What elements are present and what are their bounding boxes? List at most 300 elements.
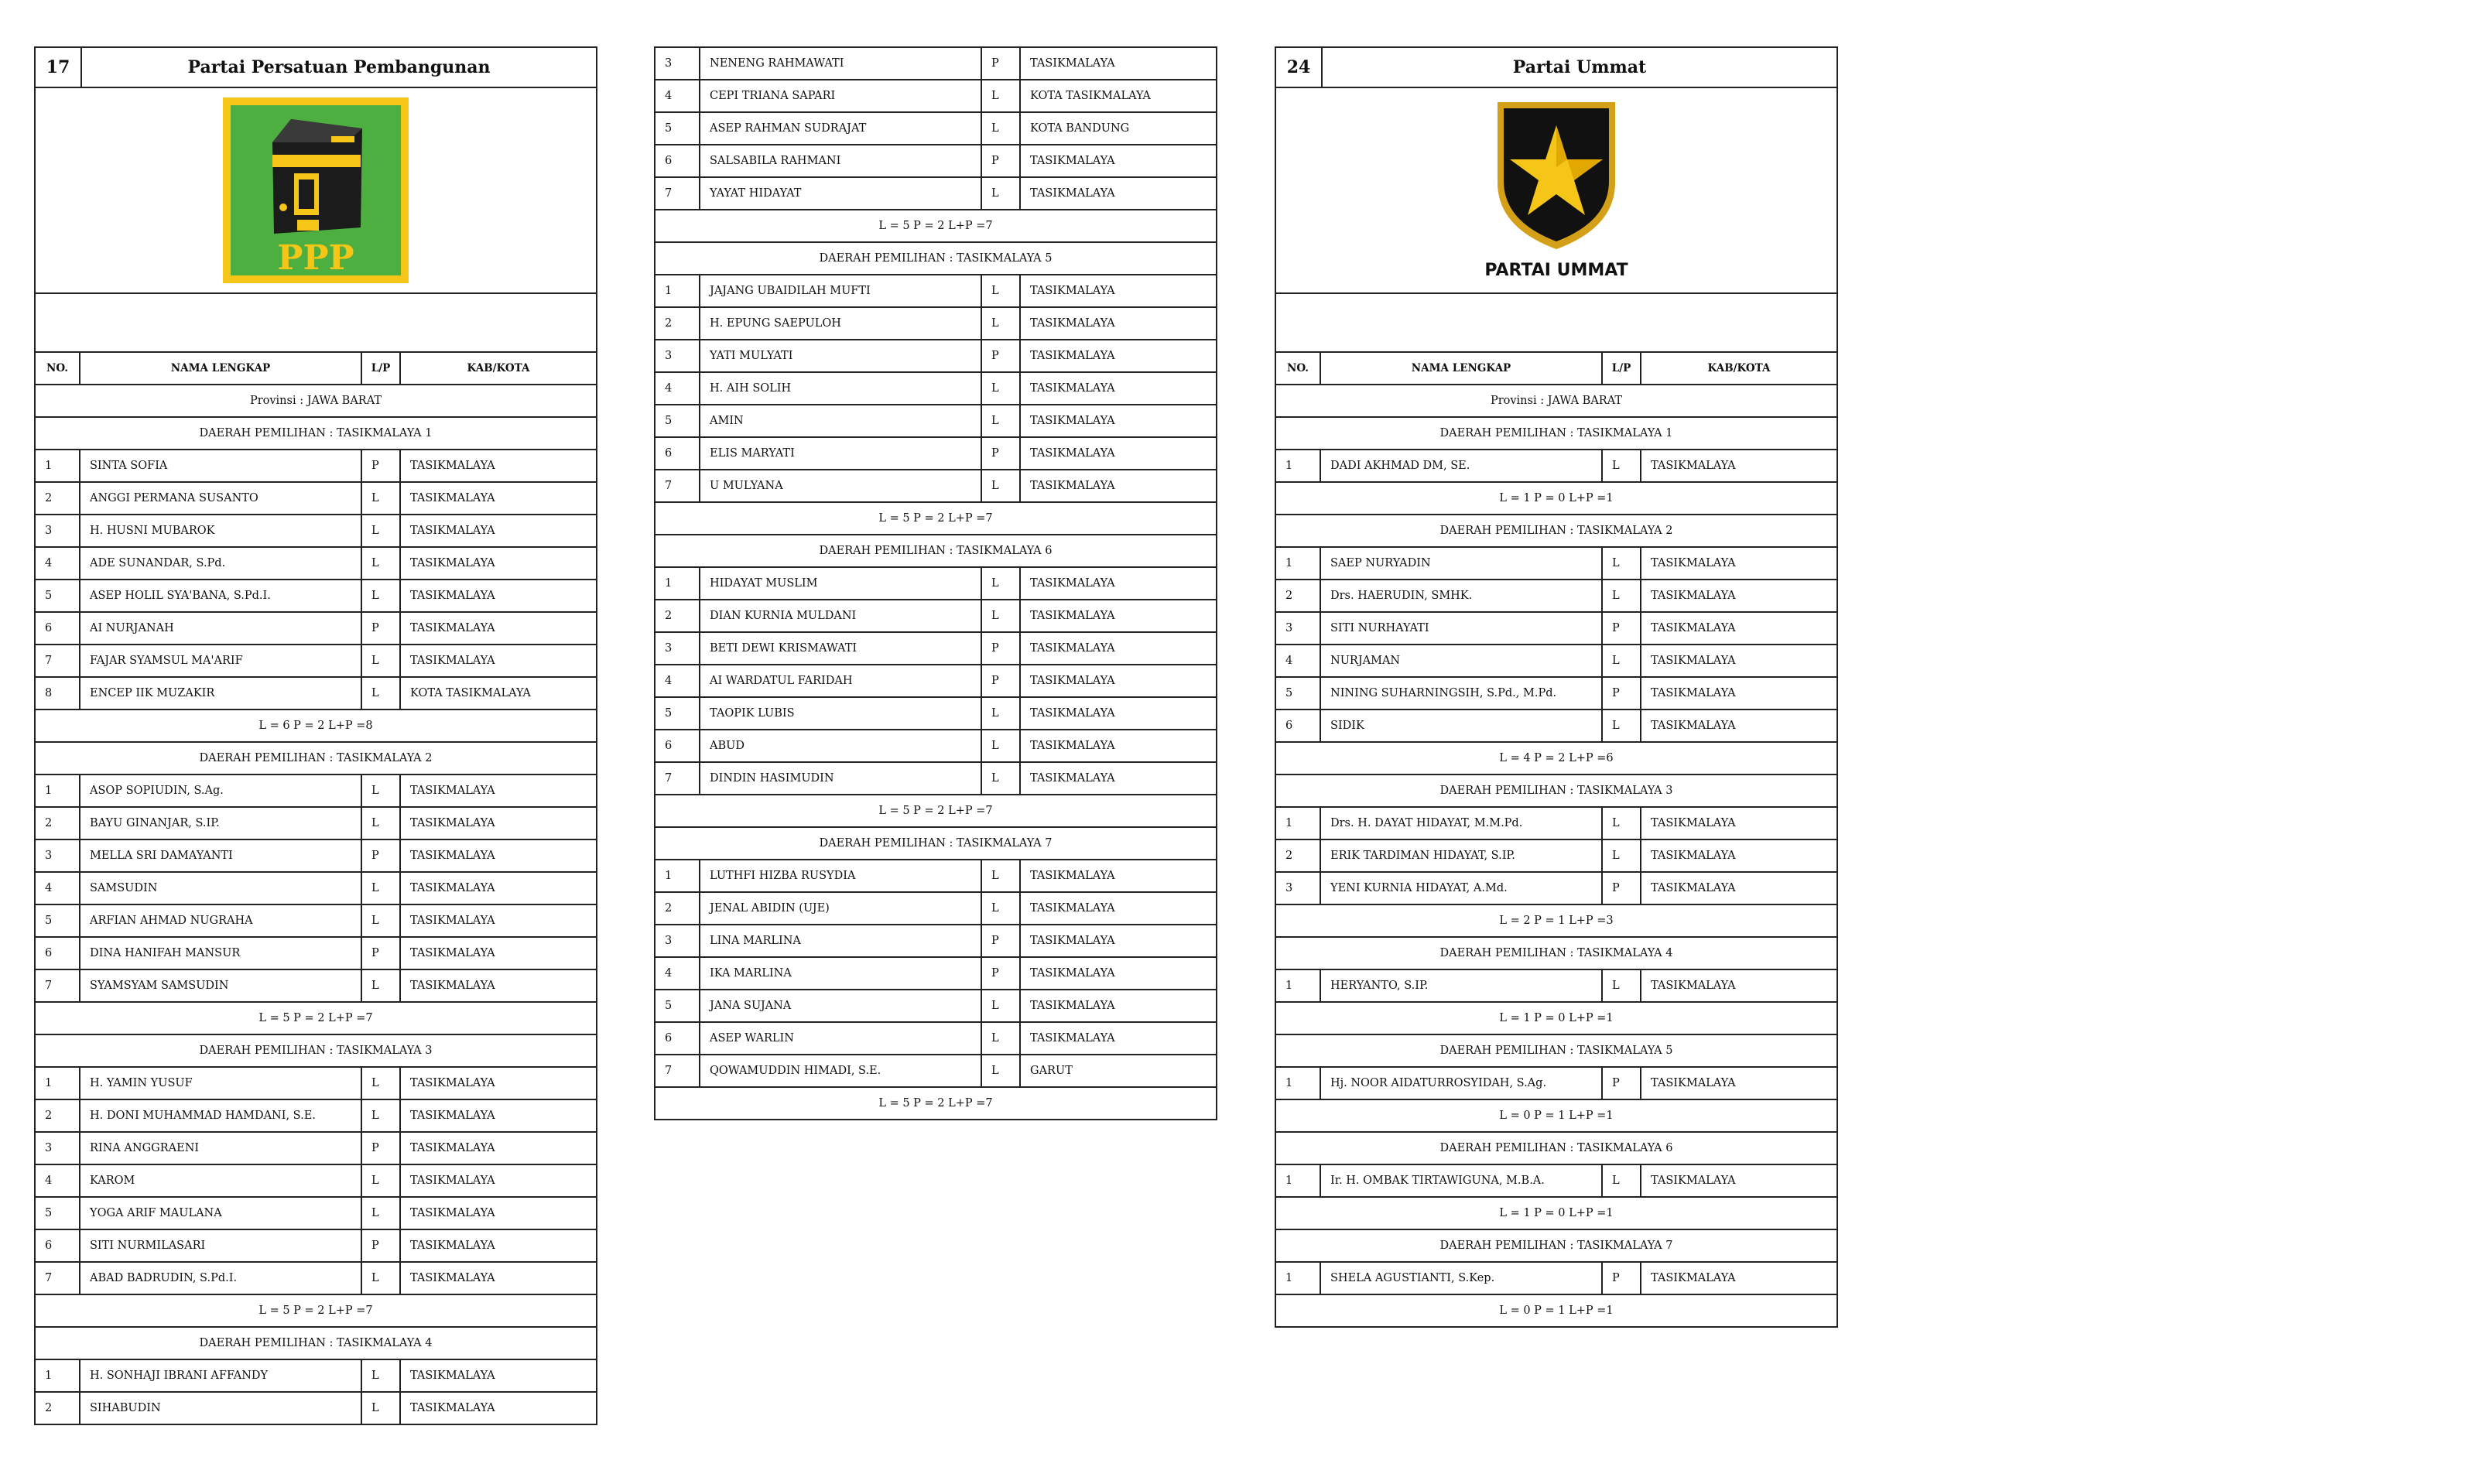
- candidate-number: 2: [1276, 580, 1321, 611]
- gender-summary-row: [1276, 1295, 1836, 1326]
- candidate-regency: TASIKMALAYA: [410, 655, 495, 667]
- candidate-row: [1276, 970, 1836, 1003]
- candidate-row: [656, 113, 1216, 145]
- electoral-district-row: [656, 828, 1216, 860]
- candidate-regency: TASIKMALAYA: [410, 882, 495, 894]
- candidate-name: YATI MULYATI: [700, 340, 982, 371]
- candidate-name: BETI DEWI KRISMAWATI: [700, 633, 982, 664]
- candidate-name: JANA SUJANA: [700, 990, 982, 1021]
- province-row: [36, 385, 596, 418]
- candidate-gender: L: [982, 860, 1021, 891]
- candidate-row: [36, 483, 596, 515]
- candidate-row: [1276, 580, 1836, 613]
- candidate-gender: P: [362, 1230, 401, 1261]
- candidate-row: [1276, 1165, 1836, 1198]
- candidate-name: ERIK TARDIMAN HIDAYAT, S.IP.: [1321, 840, 1603, 871]
- candidate-regency: TASIKMALAYA: [1030, 285, 1115, 297]
- ummat-star-shield-logo-icon: [1463, 97, 1649, 283]
- candidate-regency: TASIKMALAYA: [410, 980, 495, 992]
- candidate-regency: TASIKMALAYA: [1030, 967, 1115, 980]
- row-text: L = 5 P = 2 L+P =7: [258, 1304, 373, 1317]
- candidate-regency: KOTA TASIKMALAYA: [1030, 90, 1151, 102]
- candidate-gender: L: [982, 568, 1021, 599]
- gender-summary-row: [1276, 1100, 1836, 1133]
- candidate-row: [36, 1393, 596, 1424]
- party-logo: [36, 88, 596, 294]
- candidate-number: 1: [1276, 548, 1321, 579]
- candidate-gender: P: [1603, 678, 1641, 709]
- party-header: [36, 48, 596, 88]
- candidate-regency: TASIKMALAYA: [410, 492, 495, 504]
- party-number: 17: [36, 48, 82, 87]
- row-text: Provinsi : JAWA BARAT: [1490, 395, 1623, 407]
- col-header-lp: L/P: [362, 353, 401, 384]
- candidate-regency: TASIKMALAYA: [410, 1077, 495, 1089]
- candidate-gender: P: [1603, 873, 1641, 904]
- candidate-name: H. EPUNG SAEPULOH: [700, 308, 982, 339]
- candidate-gender: L: [982, 990, 1021, 1021]
- candidate-number: 1: [656, 568, 700, 599]
- candidate-regency: KOTA TASIKMALAYA: [410, 687, 531, 699]
- candidate-name: ENCEP IIK MUZAKIR: [80, 678, 362, 709]
- candidate-gender: L: [362, 1360, 401, 1391]
- candidate-number: 6: [36, 613, 80, 644]
- row-text: DAERAH PEMILIHAN : TASIKMALAYA 6: [819, 545, 1053, 557]
- candidate-regency: TASIKMALAYA: [1030, 447, 1115, 460]
- candidate-gender: L: [362, 515, 401, 546]
- candidate-name: HIDAYAT MUSLIM: [700, 568, 982, 599]
- candidate-gender: L: [982, 763, 1021, 794]
- col-header-no: NO.: [1276, 353, 1321, 384]
- candidate-number: 5: [656, 405, 700, 436]
- electoral-district-row: [1276, 418, 1836, 450]
- candidate-row: [656, 860, 1216, 893]
- row-text: L = 4 P = 2 L+P =6: [1499, 752, 1614, 764]
- col-header-name: NAMA LENGKAP: [80, 353, 362, 384]
- candidate-number: 1: [1276, 450, 1321, 481]
- candidate-number: 3: [1276, 613, 1321, 644]
- candidate-gender: P: [982, 665, 1021, 696]
- candidate-gender: P: [362, 450, 401, 481]
- col-header-name: NAMA LENGKAP: [1321, 353, 1603, 384]
- candidate-regency: TASIKMALAYA: [1030, 935, 1115, 947]
- candidate-row: [656, 405, 1216, 438]
- electoral-district-row: [1276, 938, 1836, 970]
- candidate-row: [36, 775, 596, 808]
- candidate-name: Hj. NOOR AIDATURROSYIDAH, S.Ag.: [1321, 1068, 1603, 1099]
- gender-summary-row: [1276, 743, 1836, 775]
- electoral-district-row: [36, 418, 596, 450]
- candidate-row: [1276, 1263, 1836, 1295]
- electoral-district-row: [656, 243, 1216, 275]
- candidate-name: DINDIN HASIMUDIN: [700, 763, 982, 794]
- candidate-regency: TASIKMALAYA: [1651, 622, 1736, 634]
- candidate-row: [36, 1230, 596, 1263]
- candidate-number: 7: [656, 470, 700, 501]
- electoral-district-row: [1276, 775, 1836, 808]
- ummat-logo-text: PARTAI UMMAT: [1484, 261, 1628, 280]
- row-text: DAERAH PEMILIHAN : TASIKMALAYA 5: [1439, 1045, 1673, 1057]
- candidate-name: H. YAMIN YUSUF: [80, 1068, 362, 1099]
- candidate-row: [36, 580, 596, 613]
- candidate-number: 7: [36, 970, 80, 1001]
- candidate-regency: TASIKMALAYA: [410, 1240, 495, 1252]
- candidate-number: 2: [1276, 840, 1321, 871]
- candidate-name: HERYANTO, S.IP.: [1321, 970, 1603, 1001]
- candidate-gender: L: [982, 113, 1021, 144]
- candidate-name: SAMSUDIN: [80, 873, 362, 904]
- candidate-name: ABUD: [700, 730, 982, 761]
- gender-summary-row: [656, 795, 1216, 828]
- candidate-row: [36, 1263, 596, 1295]
- candidate-regency: TASIKMALAYA: [410, 1175, 495, 1187]
- candidate-row: [656, 893, 1216, 925]
- electoral-district-row: [1276, 1133, 1836, 1165]
- candidate-name: SIHABUDIN: [80, 1393, 362, 1424]
- candidate-gender: L: [362, 905, 401, 936]
- row-text: Provinsi : JAWA BARAT: [249, 395, 382, 407]
- candidate-gender: P: [982, 340, 1021, 371]
- candidate-name: LUTHFI HIZBA RUSYDIA: [700, 860, 982, 891]
- candidate-number: 3: [656, 340, 700, 371]
- candidate-row: [656, 698, 1216, 730]
- candidate-row: [36, 1100, 596, 1133]
- candidate-gender: L: [982, 308, 1021, 339]
- candidate-gender: L: [982, 730, 1021, 761]
- candidate-gender: L: [362, 873, 401, 904]
- candidate-gender: L: [1603, 645, 1641, 676]
- candidate-name: AMIN: [700, 405, 982, 436]
- candidate-regency: TASIKMALAYA: [1030, 57, 1115, 70]
- candidate-row: [36, 515, 596, 548]
- row-text: L = 1 P = 0 L+P =1: [1499, 1207, 1614, 1219]
- candidate-number: 2: [36, 808, 80, 839]
- electoral-district-row: [36, 1035, 596, 1068]
- candidate-row: [1276, 548, 1836, 580]
- row-text: DAERAH PEMILIHAN : TASIKMALAYA 7: [1439, 1240, 1673, 1252]
- candidate-number: 6: [656, 1023, 700, 1054]
- candidate-name: H. SONHAJI IBRANI AFFANDY: [80, 1360, 362, 1391]
- gender-summary-row: [656, 503, 1216, 535]
- candidate-gender: L: [362, 775, 401, 806]
- col-header-lp: L/P: [1603, 353, 1641, 384]
- candidate-row: [656, 470, 1216, 503]
- candidate-gender: L: [362, 483, 401, 514]
- candidate-gender: L: [1603, 548, 1641, 579]
- candidate-number: 2: [36, 483, 80, 514]
- candidate-gender: L: [982, 1055, 1021, 1086]
- candidate-row: [36, 1133, 596, 1165]
- candidate-number: 3: [656, 633, 700, 664]
- row-text: L = 5 P = 2 L+P =7: [258, 1012, 373, 1024]
- candidate-number: 5: [1276, 678, 1321, 709]
- candidate-row: [656, 1055, 1216, 1088]
- candidate-gender: L: [982, 470, 1021, 501]
- candidate-regency: KOTA BANDUNG: [1030, 122, 1130, 135]
- candidate-number: 5: [656, 698, 700, 729]
- candidate-gender: L: [1603, 710, 1641, 741]
- candidate-regency: TASIKMALAYA: [1030, 610, 1115, 622]
- candidate-row: [656, 763, 1216, 795]
- candidate-number: 1: [1276, 1068, 1321, 1099]
- candidate-regency: TASIKMALAYA: [1030, 415, 1115, 427]
- candidate-regency: TASIKMALAYA: [1651, 557, 1736, 569]
- row-text: L = 5 P = 2 L+P =7: [878, 220, 993, 232]
- candidate-regency: TASIKMALAYA: [410, 525, 495, 537]
- candidate-row: [1276, 613, 1836, 645]
- electoral-district-row: [656, 535, 1216, 568]
- candidate-row: [36, 938, 596, 970]
- electoral-district-row: [36, 743, 596, 775]
- candidate-row: [656, 80, 1216, 113]
- candidate-row: [36, 1198, 596, 1230]
- candidate-row: [36, 613, 596, 645]
- candidate-regency: TASIKMALAYA: [410, 947, 495, 959]
- candidate-regency: TASIKMALAYA: [1651, 655, 1736, 667]
- candidate-gender: L: [362, 808, 401, 839]
- col-header-kab: KAB/KOTA: [467, 362, 530, 374]
- party-name: Partai Ummat: [1512, 57, 1647, 77]
- candidate-regency: TASIKMALAYA: [1651, 590, 1736, 602]
- gender-summary-row: [656, 210, 1216, 243]
- candidate-gender: P: [982, 438, 1021, 469]
- candidate-row: [656, 730, 1216, 763]
- candidate-number: 3: [36, 1133, 80, 1164]
- candidate-name: QOWAMUDDIN HIMADI, S.E.: [700, 1055, 982, 1086]
- candidate-number: 3: [656, 925, 700, 956]
- candidate-gender: L: [362, 1263, 401, 1294]
- candidate-number: 1: [656, 860, 700, 891]
- row-text: L = 5 P = 2 L+P =7: [878, 805, 993, 817]
- candidate-row: [656, 438, 1216, 470]
- electoral-district-row: [1276, 1035, 1836, 1068]
- candidate-number: 2: [36, 1393, 80, 1424]
- candidate-gender: L: [1603, 1165, 1641, 1196]
- candidate-number: 1: [36, 1068, 80, 1099]
- candidate-number: 1: [1276, 970, 1321, 1001]
- candidate-name: SITI NURHAYATI: [1321, 613, 1603, 644]
- candidate-name: NURJAMAN: [1321, 645, 1603, 676]
- candidate-number: 3: [1276, 873, 1321, 904]
- candidate-row: [656, 48, 1216, 80]
- candidate-regency: TASIKMALAYA: [410, 915, 495, 927]
- candidate-regency: TASIKMALAYA: [1651, 1272, 1736, 1284]
- candidate-gender: L: [982, 373, 1021, 404]
- candidate-gender: P: [982, 958, 1021, 989]
- candidate-number: 5: [36, 580, 80, 611]
- candidate-gender: L: [982, 405, 1021, 436]
- candidate-name: RINA ANGGRAENI: [80, 1133, 362, 1164]
- candidate-number: 1: [36, 450, 80, 481]
- candidate-regency: TASIKMALAYA: [1030, 740, 1115, 752]
- candidate-name: NENENG RAHMAWATI: [700, 48, 982, 79]
- candidate-gender: L: [362, 580, 401, 611]
- candidate-row: [1276, 873, 1836, 905]
- candidate-name: H. AIH SOLIH: [700, 373, 982, 404]
- candidate-regency: TASIKMALAYA: [1651, 687, 1736, 699]
- gender-summary-row: [1276, 483, 1836, 515]
- candidate-number: 6: [656, 438, 700, 469]
- candidate-name: SITI NURMILASARI: [80, 1230, 362, 1261]
- candidate-name: ARFIAN AHMAD NUGRAHA: [80, 905, 362, 936]
- candidate-regency: TASIKMALAYA: [1030, 902, 1115, 915]
- candidate-name: SALSABILA RAHMANI: [700, 145, 982, 176]
- gender-summary-row: [1276, 1003, 1836, 1035]
- candidate-row: [656, 600, 1216, 633]
- candidate-regency: TASIKMALAYA: [1030, 870, 1115, 882]
- candidate-number: 4: [36, 548, 80, 579]
- candidate-number: 1: [36, 1360, 80, 1391]
- candidate-regency: TASIKMALAYA: [1030, 155, 1115, 167]
- candidate-row: [36, 1360, 596, 1393]
- party-card-ppp-continued: [654, 46, 1217, 1120]
- candidate-row: [36, 970, 596, 1003]
- candidate-number: 1: [656, 275, 700, 306]
- candidate-number: 4: [36, 873, 80, 904]
- candidate-regency: TASIKMALAYA: [410, 590, 495, 602]
- candidate-gender: P: [362, 840, 401, 871]
- candidate-number: 1: [36, 775, 80, 806]
- candidate-regency: TASIKMALAYA: [1030, 317, 1115, 330]
- candidate-number: 2: [656, 600, 700, 631]
- candidate-number: 4: [36, 1165, 80, 1196]
- candidate-number: 3: [36, 840, 80, 871]
- candidate-gender: P: [982, 145, 1021, 176]
- candidate-number: 6: [36, 938, 80, 969]
- candidate-number: 2: [36, 1100, 80, 1131]
- row-text: L = 6 P = 2 L+P =8: [258, 720, 373, 732]
- candidate-regency: TASIKMALAYA: [1030, 382, 1115, 395]
- candidate-name: DINA HANIFAH MANSUR: [80, 938, 362, 969]
- candidate-name: ASEP WARLIN: [700, 1023, 982, 1054]
- candidate-row: [656, 373, 1216, 405]
- candidate-gender: L: [362, 645, 401, 676]
- candidate-gender: P: [362, 938, 401, 969]
- candidate-gender: L: [1603, 450, 1641, 481]
- candidate-number: 6: [1276, 710, 1321, 741]
- candidate-name: BAYU GINANJAR, S.IP.: [80, 808, 362, 839]
- candidate-row: [36, 873, 596, 905]
- candidate-name: Ir. H. OMBAK TIRTAWIGUNA, M.B.A.: [1321, 1165, 1603, 1196]
- candidate-gender: L: [362, 1100, 401, 1131]
- candidate-row: [36, 450, 596, 483]
- candidate-regency: TASIKMALAYA: [1651, 817, 1736, 829]
- candidate-gender: L: [1603, 808, 1641, 839]
- candidate-regency: TASIKMALAYA: [1651, 980, 1736, 992]
- candidate-regency: TASIKMALAYA: [1030, 772, 1115, 785]
- candidate-row: [1276, 710, 1836, 743]
- candidate-gender: L: [982, 80, 1021, 111]
- header-spacer: [36, 294, 596, 353]
- ppp-logo-text: PPP: [277, 238, 354, 278]
- candidate-name: ASEP HOLIL SYA'BANA, S.Pd.I.: [80, 580, 362, 611]
- candidate-gender: L: [362, 1068, 401, 1099]
- candidate-name: AI WARDATUL FARIDAH: [700, 665, 982, 696]
- candidate-number: 7: [36, 645, 80, 676]
- candidate-row: [1276, 450, 1836, 483]
- candidate-regency: TASIKMALAYA: [410, 1142, 495, 1154]
- candidate-name: FAJAR SYAMSUL MA'ARIF: [80, 645, 362, 676]
- candidate-name: NINING SUHARNINGSIH, S.Pd., M.Pd.: [1321, 678, 1603, 709]
- candidate-gender: L: [982, 178, 1021, 209]
- candidate-gender: L: [362, 548, 401, 579]
- table-header: [1276, 353, 1836, 385]
- candidate-gender: P: [982, 925, 1021, 956]
- candidate-regency: TASIKMALAYA: [410, 785, 495, 797]
- candidate-gender: L: [362, 1393, 401, 1424]
- candidate-table-body: [36, 385, 596, 1424]
- row-text: DAERAH PEMILIHAN : TASIKMALAYA 5: [819, 252, 1053, 265]
- candidate-regency: TASIKMALAYA: [1651, 850, 1736, 862]
- gender-summary-row: [1276, 905, 1836, 938]
- candidate-regency: TASIKMALAYA: [410, 850, 495, 862]
- candidate-name: SAEP NURYADIN: [1321, 548, 1603, 579]
- candidate-gender: L: [982, 698, 1021, 729]
- candidate-name: H. HUSNI MUBAROK: [80, 515, 362, 546]
- candidate-number: 6: [656, 145, 700, 176]
- candidate-regency: TASIKMALAYA: [1651, 720, 1736, 732]
- candidate-name: CEPI TRIANA SAPARI: [700, 80, 982, 111]
- candidate-number: 5: [36, 1198, 80, 1229]
- candidate-name: YENI KURNIA HIDAYAT, A.Md.: [1321, 873, 1603, 904]
- row-text: DAERAH PEMILIHAN : TASIKMALAYA 1: [199, 427, 433, 439]
- gender-summary-row: [656, 1088, 1216, 1119]
- candidate-regency: TASIKMALAYA: [1030, 1000, 1115, 1012]
- candidate-name: YAYAT HIDAYAT: [700, 178, 982, 209]
- row-text: DAERAH PEMILIHAN : TASIKMALAYA 6: [1439, 1142, 1673, 1154]
- candidate-number: 4: [656, 958, 700, 989]
- row-text: DAERAH PEMILIHAN : TASIKMALAYA 3: [1439, 785, 1673, 797]
- candidate-regency: TASIKMALAYA: [410, 557, 495, 569]
- candidate-number: 4: [656, 80, 700, 111]
- candidate-gender: P: [982, 633, 1021, 664]
- candidate-name: KAROM: [80, 1165, 362, 1196]
- candidate-row: [1276, 1068, 1836, 1100]
- candidate-regency: TASIKMALAYA: [410, 1110, 495, 1122]
- electoral-district-row: [1276, 515, 1836, 548]
- candidate-name: LINA MARLINA: [700, 925, 982, 956]
- candidate-row: [656, 145, 1216, 178]
- candidate-number: 5: [656, 113, 700, 144]
- party-logo: [1276, 88, 1836, 294]
- col-header-no: NO.: [36, 353, 80, 384]
- candidate-name: U MULYANA: [700, 470, 982, 501]
- candidate-number: 7: [656, 763, 700, 794]
- candidate-row: [1276, 808, 1836, 840]
- candidate-gender: L: [1603, 840, 1641, 871]
- candidate-regency: TASIKMALAYA: [1651, 1077, 1736, 1089]
- candidate-name: AI NURJANAH: [80, 613, 362, 644]
- candidate-name: JAJANG UBAIDILAH MUFTI: [700, 275, 982, 306]
- candidate-row: [656, 275, 1216, 308]
- candidate-number: 4: [656, 665, 700, 696]
- candidate-row: [656, 665, 1216, 698]
- party-header: [1276, 48, 1836, 88]
- gender-summary-row: [1276, 1198, 1836, 1230]
- candidate-regency: TASIKMALAYA: [1030, 642, 1115, 655]
- candidate-gender: P: [1603, 613, 1641, 644]
- candidate-row: [656, 308, 1216, 340]
- candidate-row: [656, 958, 1216, 990]
- candidate-regency: TASIKMALAYA: [410, 1272, 495, 1284]
- candidate-gender: L: [1603, 970, 1641, 1001]
- candidate-gender: L: [982, 1023, 1021, 1054]
- candidate-table-body: [1276, 385, 1836, 1326]
- candidate-name: SHELA AGUSTIANTI, S.Kep.: [1321, 1263, 1603, 1294]
- candidate-row: [36, 678, 596, 710]
- candidate-regency: TASIKMALAYA: [1651, 882, 1736, 894]
- candidate-name: SINTA SOFIA: [80, 450, 362, 481]
